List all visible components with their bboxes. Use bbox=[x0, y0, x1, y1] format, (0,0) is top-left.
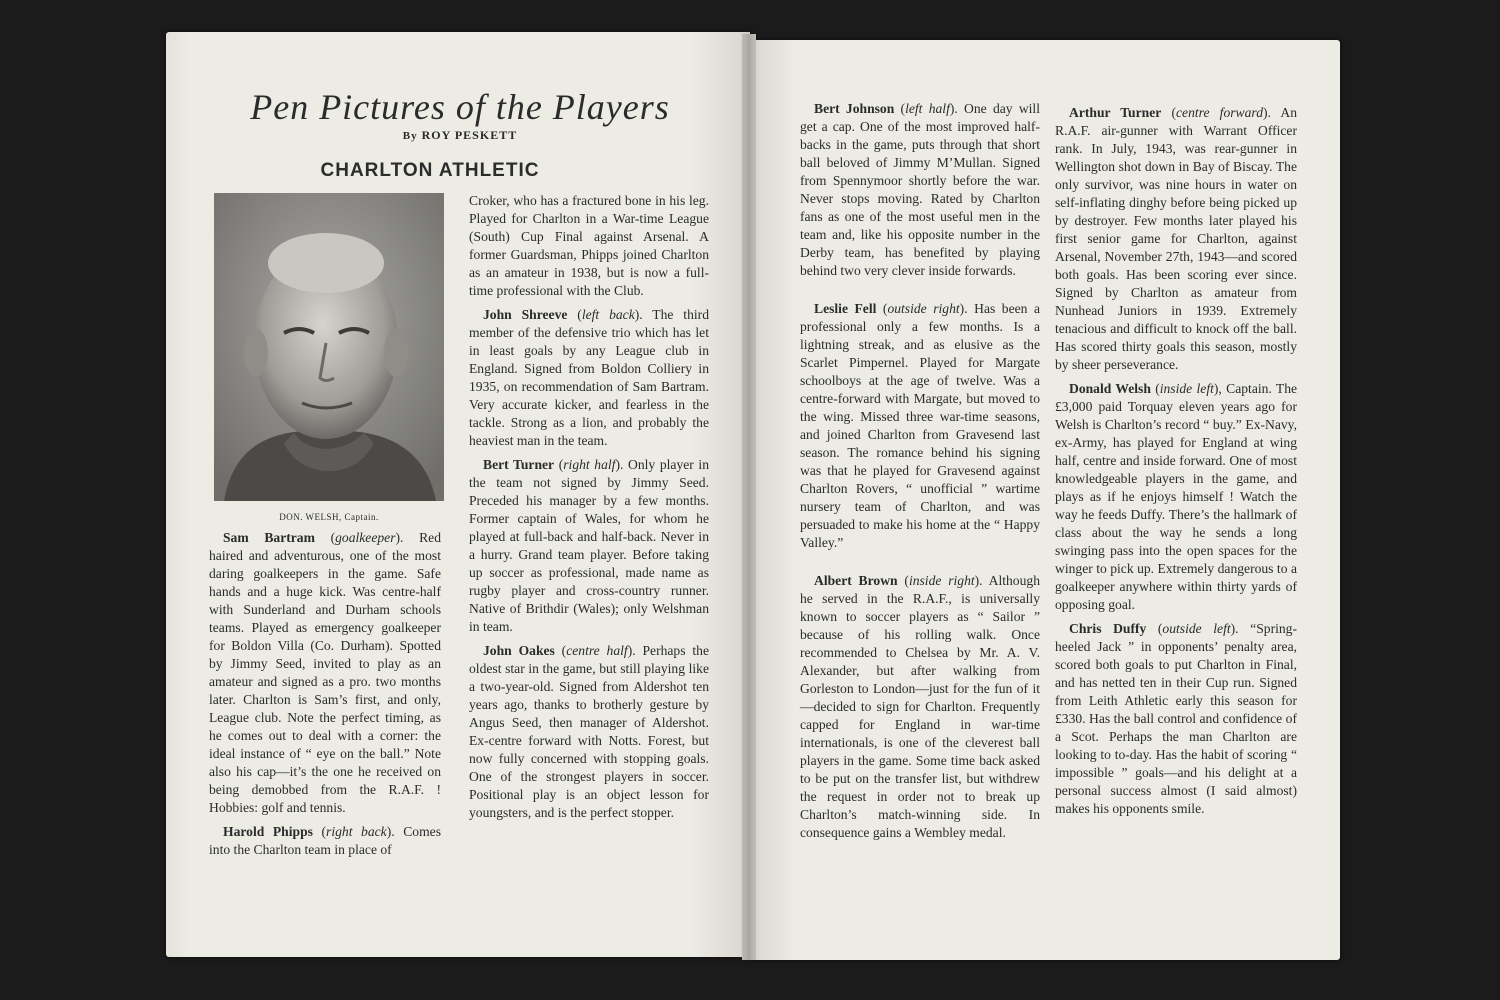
player-position: right half bbox=[563, 457, 616, 472]
player-name: John Shreeve bbox=[483, 307, 568, 322]
player-description: Red haired and adventurous, one of the most daring goalkeepers in the game. Safe hands and a huge kick. Was centre-half with Sunderland and Durham schools teams. Played as emergency goalkeeper for Boldon Villa (Co. Durham). Spotted by Jimmy Seed, invited to play as an amateur and signed as a pro. two months later. Charlton is Sam’s first, and only, League club. Note the perfect timing, as he comes out to deal with a corner: the ideal instance of “ eye on the ball.” Note also his cap—it’s the one he received on being demobbed from the R.A.F. ! Hobbies: golf and tennis. bbox=[209, 530, 441, 815]
player-description: The third member of the defensive trio which has let in least goals by any League club in England. Signed from Boldon Colliery in 1935, on recommendation of Sam Bartram. Very accurate kicker, and fearless in the tackle. Strong as a lion, and probably the heaviest man in the team. bbox=[469, 307, 709, 448]
player-paragraph: John Oakes (centre half). Perhaps the oldest star in the game, but still playing like a two-year-old. Signed from Aldershot ten years ago, thanks to brotherly gesture by Angus Seed, then manager of Aldershot. Ex-centre forward with Notts. Forest, but now fully concerned with stopping goals. One of the strongest players in soccer. Positional play is an object lesson for youngsters, and is the perfect stopper. bbox=[469, 643, 709, 820]
player-position: centre half bbox=[566, 643, 628, 658]
player-paragraph: Harold Phipps (right back). Comes into the Charlton team in place of bbox=[209, 824, 441, 857]
player-description: Only player in the team not signed by Jimmy Seed. Preceded his manager by a few months. Former captain of Wales, for whom he played at full-back and half-back. Never in a hurry. Grand team player. Before taking up soccer as professional, made name as rugby player and cross-country runner. Native of Brithdir (Wales); only Welshman in team. bbox=[469, 457, 710, 634]
player-name: John Oakes bbox=[483, 643, 555, 658]
player-name: Arthur Turner bbox=[1069, 105, 1162, 120]
player-name: Bert Turner bbox=[483, 457, 555, 472]
player-name: Leslie Fell bbox=[814, 301, 877, 316]
player-description: One day will get a cap. One of the most improved half-backs in the game, puts through that short ball beloved of Jimmy M’Mullan. Signed from Spennymoor shortly before the war. Never stops moving. Rated by Charlton fans as one of the most useful men in the team and, like his opposite number in the Derby team, has benefited by playing behind two very clever inside forwards. bbox=[800, 101, 1040, 278]
text-column-3 bbox=[800, 100, 1040, 848]
byline bbox=[250, 128, 670, 143]
player-description: An R.A.F. air-gunner with Warrant Officer rank. In July, 1943, was rear-gunner in Wellington shot down in Bay of Biscay. The only survivor, was nine hours in water on self-inflating dinghy before being picked up by destroyer. Few months later played his first senior game for Charlton, against Arsenal, November 27th, 1943—and scored both goals. Has been scoring ever since. Signed by Charlton as amateur from Nunhead Juniors in 1939. Extremely tenacious and difficult to knock off the ball. Has scored thirty goals this season, mostly by sheer perseverance. bbox=[1055, 105, 1297, 372]
continued-paragraph: Croker, who has a fractured bone in his leg. Played for Charlton in a War-time League (South) Cup Final against Arsenal. A former Guardsman, Phipps joined Charlton as an amateur in 1938, but is now a full-time professional with the Club. bbox=[469, 193, 709, 298]
portrait-illustration bbox=[214, 193, 444, 501]
player-description: Perhaps the oldest star in the game, but still playing like a two-year-old. Signed from Aldershot ten years ago, thanks to brotherly gesture by Angus Seed, then manager of Aldershot. Ex-centre forward with Notts. Forest, but now fully concerned with stopping goals. One of the strongest players in soccer. Positional play is an object lesson for youngsters, and is the perfect stopper. bbox=[469, 643, 709, 820]
player-name: Donald Welsh bbox=[1069, 381, 1151, 396]
photo-caption: DON. WELSH, Captain. bbox=[279, 512, 379, 522]
player-name: Harold Phipps bbox=[223, 824, 313, 839]
player-paragraph: Arthur Turner (centre forward). An R.A.F. air-gunner with Warrant Officer rank. In July, 1943, was rear-gunner in Wellington shot down in Bay of Biscay. The only survivor, was nine hours in water on self-inflating dinghy before being picked up by destroyer. Few months later played his first senior game for Charlton, against Arsenal, November 27th, 1943—and scored both goals. Has been scoring ever since. Signed by Charlton as amateur from Nunhead Juniors in 1939. Extremely tenacious and difficult to knock off the ball. Has scored thirty goals this season, mostly by sheer perseverance. bbox=[1055, 105, 1297, 372]
player-description: Captain. The £3,000 paid Torquay eleven years ago for Welsh is Charlton’s record “ buy.” Ex-Navy, ex-Army, has played for England at wing half, centre and inside forward. One of most knowledgeable players in the game, and plays as if he enjoys himself ! Watch the way he feeds Duffy. There’s the hallmark of class about the way he sends a long swinging pass into the open spaces for the winger to pick up. Extremely dangerous to a goalkeeper anywhere within thirty yards of opposing goal. bbox=[1055, 381, 1298, 612]
text-column-2 bbox=[469, 192, 709, 828]
player-name: Chris Duffy bbox=[1069, 621, 1147, 636]
page-gutter bbox=[742, 34, 756, 960]
player-name: Bert Johnson bbox=[814, 101, 895, 116]
player-paragraph: John Shreeve (left back). The third member of the defensive trio which has let in least goals by any League club in England. Signed from Boldon Colliery in 1935, on recommendation of Sam Bartram. Very accurate kicker, and fearless in the tackle. Strong as a lion, and probably the heaviest man in the team. bbox=[469, 307, 709, 448]
player-position: outside right bbox=[887, 301, 960, 316]
player-paragraph: Albert Brown (inside right). Although he served in the R.A.F., is universally known to soccer players as “ Sailor ” because of his rolling walk. Once recommended to Chelsea by Mr. A. V. Alexander, but after walking from Gorleston to London—just for the fun of it—decided to sign for Charlton. Frequently capped for England in war-time internationals, is one of the cleverest ball players in the game. Some time back asked to be put on the transfer list, but withdrew the request in order not to break up Charlton’s match-winning side. In consequence gains a Wembley medal. bbox=[800, 573, 1040, 840]
player-paragraph: Bert Turner (right half). Only player in the team not signed by Jimmy Seed. Preceded his manager by a few months. Former captain of Wales, for whom he played at full-back and half-back. Never in a hurry. Grand team player. Before taking up soccer as professional, made name as rugby player and cross-country runner. Native of Brithdir (Wales); only Welshman in team. bbox=[469, 457, 710, 634]
player-position: inside left bbox=[1159, 381, 1214, 396]
text-column-1 bbox=[209, 529, 441, 865]
page-title: Pen Pictures of the Players bbox=[250, 87, 670, 127]
player-position: goalkeeper bbox=[335, 530, 396, 545]
text-column-4 bbox=[1055, 104, 1297, 824]
player-position: centre forward bbox=[1176, 105, 1263, 120]
player-position: left back bbox=[581, 307, 635, 322]
captain-photo bbox=[214, 193, 444, 501]
player-description: Comes into the Charlton team in place of bbox=[209, 824, 441, 857]
player-position: inside right bbox=[908, 573, 975, 588]
player-name: Sam Bartram bbox=[223, 530, 315, 545]
player-name: Albert Brown bbox=[814, 573, 898, 588]
player-position: outside left bbox=[1162, 621, 1231, 636]
player-description: Has been a professional only a few months. Is a lightning streak, and as elusive as the Scarlet Pimpernel. Played for Margate schoolboys at the age of twelve. Was a centre-forward with Margate, but moved to the wing. Missed three war-time seasons, and joined Charlton from Gravesend last season. The romance behind his signing was that he played for Gravesend against Charlton Rovers, “ unofficial ” wartime nursery team of Charlton, and was persuaded to make his home at the “ Happy Valley.” bbox=[800, 301, 1040, 550]
player-description: Although he served in the R.A.F., is universally known to soccer players as “ Sailor ” because of his rolling walk. Once recommended to Chelsea by Mr. A. V. Alexander, but after walking from Gorleston to London—just for the fun of it—decided to sign for Charlton. Frequently capped for England in war-time internationals, is one of the cleverest ball players in the game. Some time back asked to be put on the transfer list, but withdrew the request in order not to break up Charlton’s match-winning side. In consequence gains a Wembley medal. bbox=[800, 573, 1040, 840]
player-position: left half bbox=[905, 101, 950, 116]
player-paragraph: Leslie Fell (outside right). Has been a professional only a few months. Is a lightning streak, and as elusive as the Scarlet Pimpernel. Played for Margate schoolboys at the age of twelve. Was a centre-forward with Margate, but moved to the wing. Missed three war-time seasons, and joined Charlton from Gravesend last season. The romance behind his signing was that he played for Gravesend against Charlton Rovers, “ unofficial ” wartime nursery team of Charlton, and was persuaded to make his home at the “ Happy Valley.” bbox=[800, 301, 1040, 550]
player-paragraph: Chris Duffy (outside left). “Spring-heeled Jack ” in opponents’ penalty area, scored both goals to put Charlton in Final, and has netted ten in their Cup run. Signed from Leith Athletic early this season for £330. Has the ball control and confidence of a Scot. Perhaps the man Charlton are looking to to-day. Has the habit of scoring “ impossible ” goals—and his delight at a personal success almost (I said almost) makes his opponents smile. bbox=[1055, 621, 1297, 816]
player-paragraph: Bert Johnson (left half). One day will get a cap. One of the most improved half-backs in the game, puts through that short ball beloved of Jimmy M’Mullan. Signed from Spennymoor shortly before the war. Never stops moving. Rated by Charlton fans as one of the most useful men in the team and, like his opposite number in the Derby team, has benefited by playing behind two very clever inside forwards. bbox=[800, 101, 1040, 278]
player-position: right back bbox=[326, 824, 387, 839]
byline-by: By bbox=[402, 130, 418, 142]
player-paragraph: Donald Welsh (inside left), Captain. The £3,000 paid Torquay eleven years ago for Welsh is Charlton’s record “ buy.” Ex-Navy, ex-Army, has played for England at wing half, centre and inside forward. One of most knowledgeable players in the game, and plays as if he enjoys himself ! Watch the way he feeds Duffy. There’s the hallmark of class about the way he sends a long swinging pass into the open spaces for the winger to pick up. Extremely dangerous to a goalkeeper anywhere within thirty yards of opposing goal. bbox=[1055, 381, 1298, 612]
club-heading: CHARLTON ATHLETIC bbox=[320, 160, 540, 181]
player-paragraph: Sam Bartram (goalkeeper). Red haired and adventurous, one of the most daring goalkeepers in the game. Safe hands and a huge kick. Was centre-half with Sunderland and Durham schools teams. Played as emergency goalkeeper for Boldon Villa (Co. Durham). Spotted by Jimmy Seed, invited to play as an amateur and signed as a pro. two months later. Charlton is Sam’s first, and only, League club. Note the perfect timing, as he comes out to deal with a corner: the ideal instance of “ eye on the ball.” Note also his cap—it’s the one he received on being demobbed from the R.A.F. ! Hobbies: golf and tennis. bbox=[209, 530, 441, 815]
byline-author: ROY PESKETT bbox=[421, 128, 518, 142]
player-description: “Spring-heeled Jack ” in opponents’ penalty area, scored both goals to put Charlton in Final, and has netted ten in their Cup run. Signed from Leith Athletic early this season for £330. Has the ball control and confidence of a Scot. Perhaps the man Charlton are looking to to-day. Has the habit of scoring “ impossible ” goals—and his delight at a personal success almost (I said almost) makes his opponents smile. bbox=[1055, 621, 1297, 816]
